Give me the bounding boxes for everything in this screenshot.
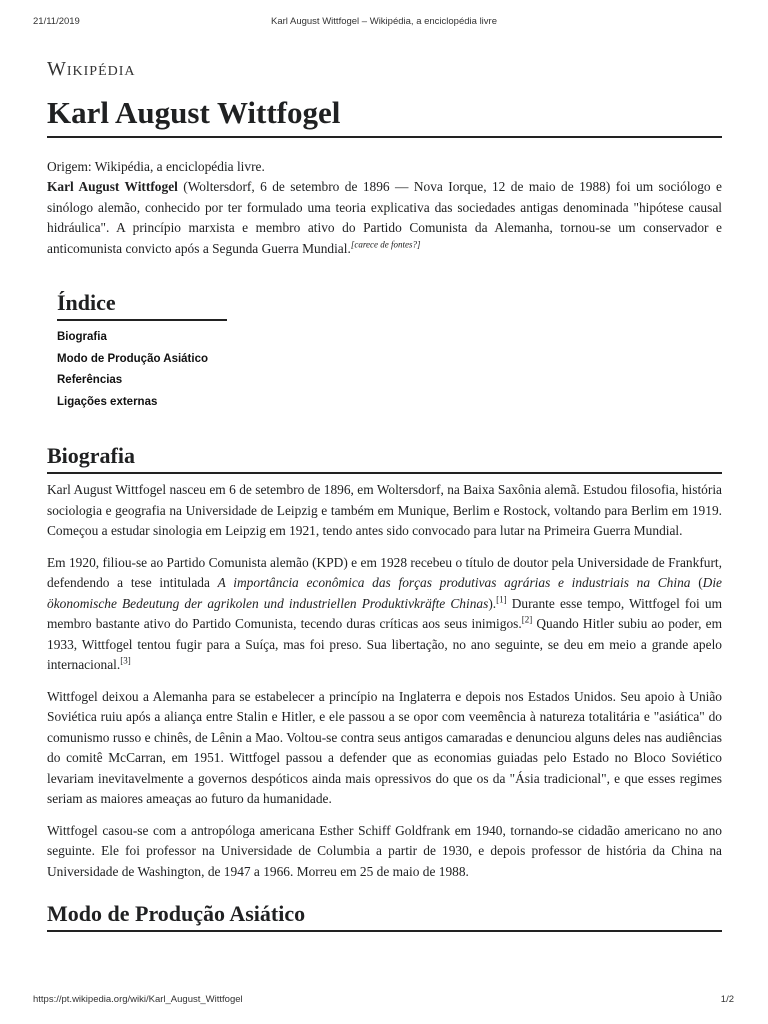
intro-paragraph xyxy=(47,177,722,259)
toc-item-referencias[interactable]: Referências xyxy=(57,374,123,386)
intro-text: (Woltersdorf, 6 de setembro de 1896 — Nova Iorque, 12 de maio de 1988) foi um sociólogo e sinólogo alemão, conhecido por ter formulado uma teoria explicativa das sociedades antigas denominada "hipótese causal hidráulica". A princípio marxista e membro ativo do Partido Comunista da Alemanha, tornou-se um conservador e anticomunista convicto após a Segunda Guerra Mundial. xyxy=(47,179,722,256)
page-title: Karl August Wittfogel xyxy=(47,94,722,138)
print-page-title: Karl August Wittfogel – Wikipédia, a enciclopédia livre xyxy=(270,16,497,27)
biografia-paragraph-4: Wittfogel casou-se com a antropóloga americana Esther Schiff Goldfrank em 1940, tornando-se cidadão americano no ano seguinte. Ele foi professor na Universidade de Columbia a partir de 1930, e depois professor de história da China na Universidade de Washington, de 1947 a 1966. Morreu em 25 de maio de 1988. xyxy=(47,822,722,879)
toc-item-ligacoes-externas[interactable]: Ligações externas xyxy=(57,395,158,408)
thesis-title-german: Die ökonomische Bedeutung der agrikolen und industriellen Produktivkräfte Chinas xyxy=(47,575,722,611)
intro-subject: Karl August Wittfogel xyxy=(47,179,178,194)
print-header xyxy=(0,16,768,30)
heading-modo-producao-asiatico: Modo de Produção Asiático xyxy=(47,900,722,932)
toc-item-biografia[interactable]: Biografia xyxy=(57,331,107,343)
reference-link-1[interactable]: [1] xyxy=(496,594,507,605)
biografia-paragraph-1: Karl August Wittfogel nasceu em 6 de setembro de 1896, em Woltersdorf, na Baixa Saxônia alemã. Estudou filosofia, história sociologia e geografia na Universidade de Leipzig e também em Munique, Berlim e Rostock, voltando para Berlim em 1919. Começou a estudar sinologia em Leipzig em 1921, tendo antes sido convocado para lutar na Primeira Guerra Mundial. xyxy=(47,482,722,538)
toc-title: Índice xyxy=(57,289,227,321)
biografia-paragraph-2: Em 1920, filiou-se ao Partido Comunista alemão (KPD) e em 1928 recebeu o título de doutor pela Universidade de Frankfurt, defendendo a tese intitulada A importância econômica das forças produtivas agrárias e industriais na China (Die ökonomische Bedeutung der agrikolen und industriellen Produktivkräfte Chinas).[1] Durante esse tempo, Wittfogel foi um membro bastante ativo do Partido Comunista, tecendo duras críticas aos seus inimigos.[2] Quando Hitler subiu ao poder, em 1933, Wittfogel tentou fugir para a Suíça, mas foi preso. Sua libertação, no ano seguinte, se deu em meio a grande apelo internacional.[3] xyxy=(47,554,723,672)
reference-link-3[interactable]: [3] xyxy=(120,655,131,666)
origin-line: Origem: Wikipédia, a enciclopédia livre. xyxy=(47,159,265,174)
table-of-contents xyxy=(57,289,227,413)
article xyxy=(47,58,722,932)
reference-link-2[interactable]: [2] xyxy=(521,614,533,625)
wikipedia-wordmark[interactable]: Wikipédia xyxy=(47,58,136,80)
citation-needed-link[interactable]: [carece de fontes?] xyxy=(350,239,421,250)
print-url: https://pt.wikipedia.org/wiki/Karl_August_Wittfogel xyxy=(33,994,243,1005)
heading-biografia: Biografia xyxy=(47,442,722,474)
section-biografia xyxy=(47,442,722,882)
toc-list xyxy=(57,327,227,413)
toc-item-modo-producao[interactable]: Modo de Produção Asiático xyxy=(57,352,209,365)
print-date: 21/11/2019 xyxy=(33,16,80,27)
biografia-paragraph-3: Wittfogel deixou a Alemanha para se estabelecer a princípio na Inglaterra e depois nos Estados Unidos. Seu apoio à União Soviética ruiu após a aliança entre Stalin e Hitler, e ele passou a se opor com veemência à natureza totalitária e "asiática" do comunismo russo e chinês, de Lênin a Mao. Voltou-se contra seus antigos camaradas e denunciou alguns deles nas audiências do comitê McCarran, em 1951. Wittfogel passou a defender que as economias guiadas pelo Estado no Bloco Soviético levariam inevitavelmente a governos despóticos ainda mais opressivos do que os da "Ásia tradicional", e que esses regimes seriam as maiores ameaças ao futuro da humanidade. xyxy=(47,688,722,806)
print-footer xyxy=(0,994,768,1008)
thesis-title: A importância econômica das forças produtivas agrárias e industriais na China xyxy=(217,575,691,590)
print-page-number: 1/2 xyxy=(720,994,734,1005)
